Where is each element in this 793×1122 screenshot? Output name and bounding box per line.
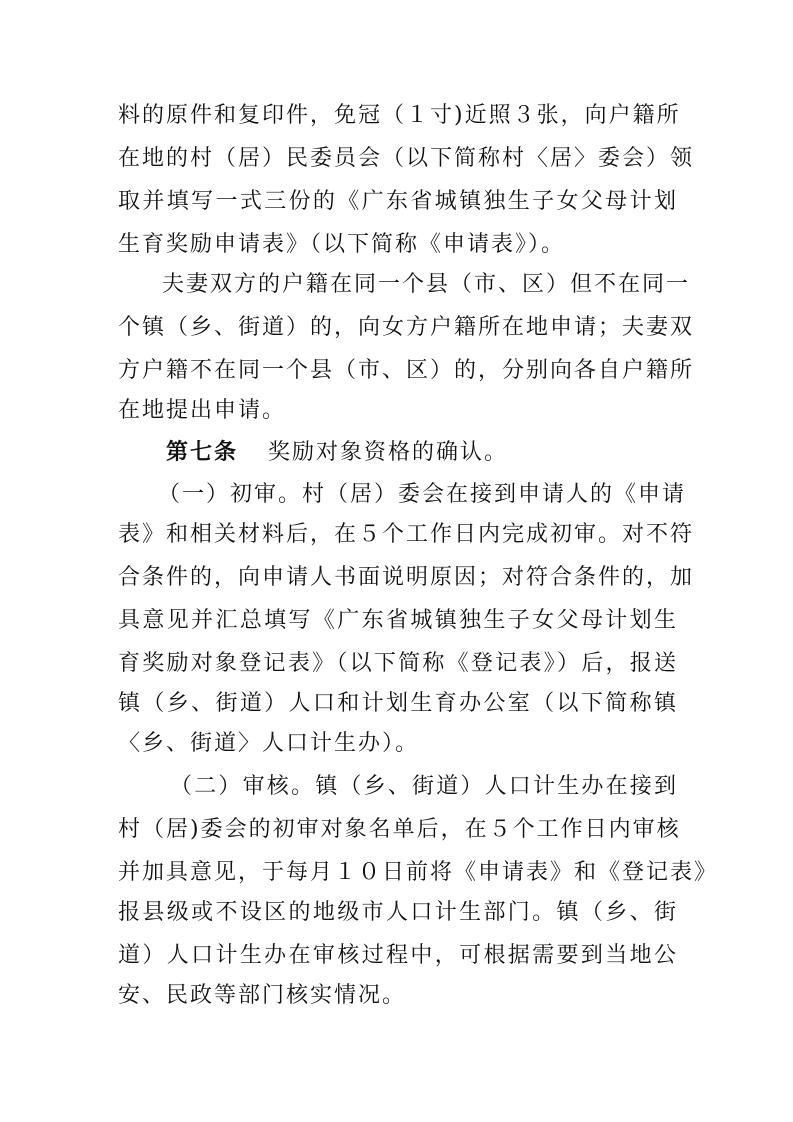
text-line: 村（居)委会的初审对象名单后，在５个工作日内审核: [118, 817, 681, 842]
text-line: 个镇（乡、街道）的，向女方户籍所在地申请；夫妻双: [118, 315, 695, 340]
text-line: （一）初审。村（居）委会在接到申请人的《申请: [158, 482, 687, 507]
text-line: 在地的村（居）民委员会（以下简称村〈居〉委会）领: [118, 146, 695, 171]
article-number: 第七条: [166, 439, 239, 465]
article-heading: [166, 432, 686, 472]
text-line: 取并填写一式三份的《广东省城镇独生子女父母计划: [118, 189, 678, 214]
text-line: 镇（乡、街道）人口和计划生育办公室（以下简称镇: [118, 691, 678, 716]
text-line: （二）审核。镇（乡、街道）人口计生办在接到: [170, 774, 678, 799]
article-title: 奖励对象资格的确认。: [268, 440, 509, 465]
text-line: 表》和相关材料后，在５个工作日内完成初审。对不符: [118, 522, 695, 547]
text-line: 安、民政等部门核实情况。: [118, 983, 407, 1008]
text-line: 报县级或不设区的地级市人口计生部门。镇（乡、街: [118, 900, 678, 925]
text-line: 方户籍不在同一个县（市、区）的，分别向各自户籍所: [118, 358, 695, 383]
text-line: 道）人口计生办在审核过程中，可根据需要到当地公: [118, 943, 678, 968]
text-line: 夫妻双方的户籍在同一个县（市、区）但不在同一: [162, 272, 691, 297]
text-line: 具意见并汇总填写《广东省城镇独生子女父母计划生: [118, 608, 678, 633]
text-line: 料的原件和复印件，免冠（１寸)近照３张，向户籍所: [118, 103, 681, 128]
text-line: 育奖励对象登记表》（以下简称《登记表》）后，报送: [118, 651, 678, 676]
text-line: 并加具意见，于每月１０日前将《申请表》和《登记表》: [118, 860, 719, 885]
text-line: 生育奖励申请表》（以下简称《申请表》）。: [118, 232, 566, 257]
text-line: 〈乡、街道〉人口计生办）。: [118, 731, 420, 756]
text-line: 在地提出申请。: [118, 398, 287, 423]
text-line: 合条件的，向申请人书面说明原因；对符合条件的，加: [118, 565, 695, 590]
